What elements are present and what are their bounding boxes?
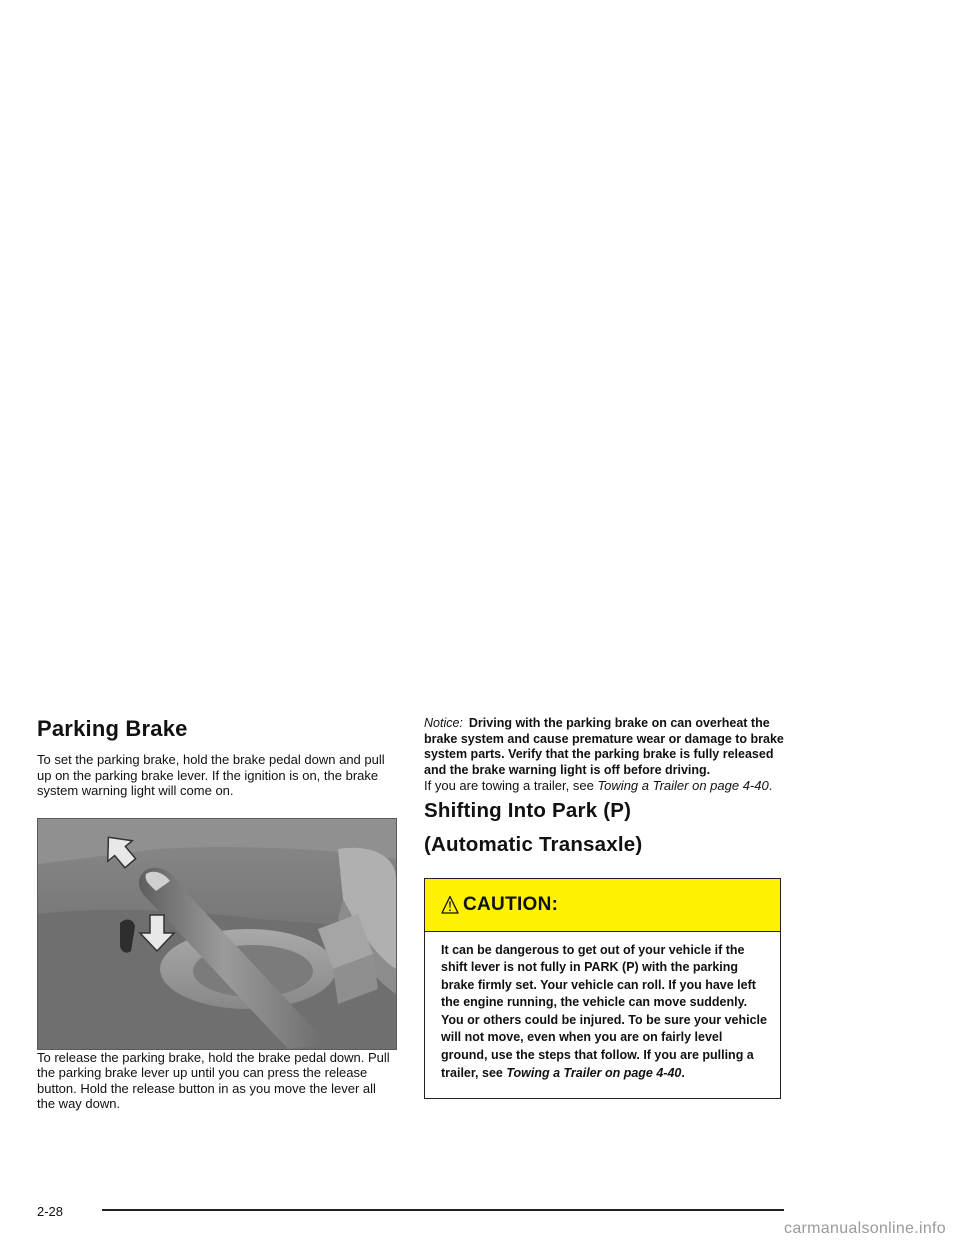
caution-title: CAUTION: (463, 893, 559, 915)
footer-rule (102, 1209, 784, 1211)
parking-brake-release-text: To release the parking brake, hold the brake pedal down. Pull the parking brake lever up until you can press the release button. Hold the release button in as you move the lever all the way down. (37, 1049, 390, 1111)
parking-brake-heading: Parking Brake (37, 716, 188, 741)
caution-box (424, 878, 781, 1100)
warning-triangle-icon (441, 895, 459, 915)
right-column (424, 716, 784, 1099)
page-number: 2-28 (37, 1204, 64, 1219)
caution-suffix: . (681, 1065, 685, 1080)
caution-body (425, 932, 780, 1099)
caution-text: It can be dangerous to get out of your vehicle if the shift lever is not fully in PARK (P) with the parking brake firmly set. Your vehicle can roll. If you have left the engine running, the vehicle can move suddenly. You or others could be injured. To be sure your vehicle will not move, even when you are on fairly level ground, use the steps that follow. If you are pulling a trailer, see (441, 942, 767, 1080)
towing-prefix: If you are towing a trailer, see (424, 778, 598, 793)
towing-paragraph (424, 778, 784, 794)
shifting-into-park-heading (424, 794, 784, 862)
towing-suffix: . (768, 778, 773, 793)
caution-towing-reference-link[interactable]: Towing a Trailer on page 4-40 (506, 1065, 682, 1080)
notice-paragraph (424, 716, 784, 778)
towing-reference-link[interactable]: Towing a Trailer on page 4-40 (597, 778, 769, 793)
shift-heading-line2: (Automatic Transaxle) (424, 832, 643, 856)
shift-heading-line1: Shifting Into Park (P) (424, 798, 632, 822)
caution-header (425, 879, 780, 932)
watermark: carmanualsonline.info (784, 1220, 946, 1237)
left-column (37, 716, 397, 1112)
notice-label: Notice: (424, 716, 463, 730)
parking-brake-intro: To set the parking brake, hold the brake pedal down and pull up on the parking brake lever. If the ignition is on, the brake system warning light will come on. (37, 752, 385, 798)
notice-text: Driving with the parking brake on can overheat the brake system and cause premature wear or damage to brake system parts. Verify that the parking brake is fully released and the brake warning light is off before driving. (424, 716, 784, 777)
parking-brake-lever-photo (37, 818, 397, 1050)
